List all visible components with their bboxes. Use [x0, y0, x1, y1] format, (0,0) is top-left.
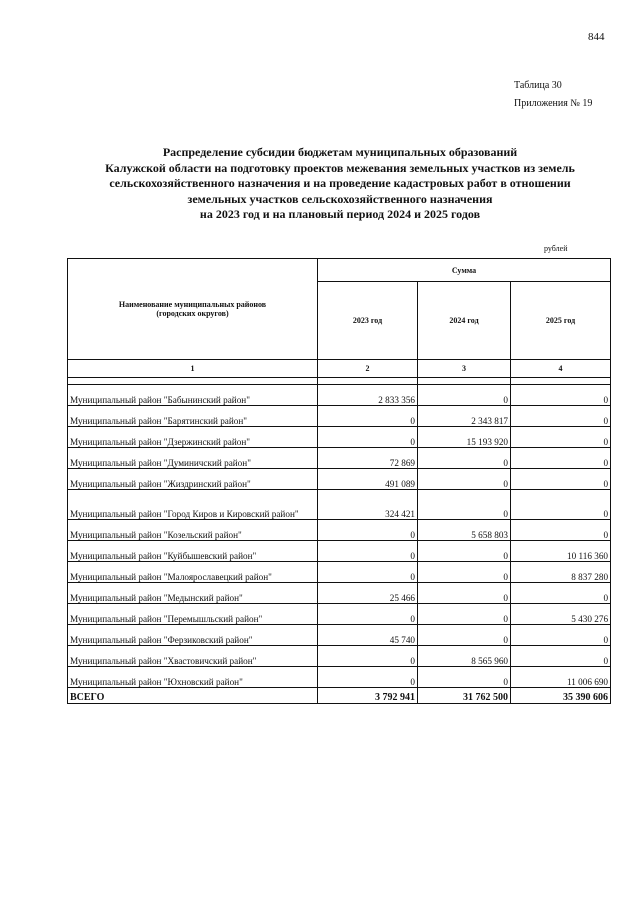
district-name: Муниципальный район "Малоярославецкий район" — [68, 562, 318, 583]
district-name: Муниципальный район "Ферзиковский район" — [68, 625, 318, 646]
subsidy-table — [67, 258, 611, 704]
value-2024: 0 — [418, 562, 511, 583]
value-2025: 10 116 360 — [511, 541, 611, 562]
value-2025: 0 — [511, 625, 611, 646]
table-row — [68, 646, 611, 667]
title-line: Распределение субсидии бюджетам муниципальных образований — [162, 145, 518, 159]
value-2023: 0 — [318, 562, 418, 583]
value-2024: 0 — [418, 469, 511, 490]
value-2024: 8 565 960 — [418, 646, 511, 667]
value-2023: 2 833 356 — [318, 385, 418, 406]
spacer-cell — [318, 378, 418, 385]
district-name: Муниципальный район "Медынский район" — [68, 583, 318, 604]
total-2023: 3 792 941 — [318, 688, 418, 704]
value-2025: 0 — [511, 469, 611, 490]
table-row — [68, 490, 611, 520]
value-2024: 0 — [418, 604, 511, 625]
header-name-line: (городских округов) — [156, 309, 229, 318]
table-row — [68, 562, 611, 583]
value-2024: 0 — [418, 583, 511, 604]
district-name: Муниципальный район "Перемышльский район" — [68, 604, 318, 625]
total-2025: 35 390 606 — [511, 688, 611, 704]
total-label: ВСЕГО — [68, 688, 318, 704]
value-2025: 0 — [511, 427, 611, 448]
district-name: Муниципальный район "Хвастовичский район" — [68, 646, 318, 667]
value-2023: 324 421 — [318, 490, 418, 520]
value-2023: 0 — [318, 667, 418, 688]
document-title — [60, 145, 620, 223]
column-number: 3 — [418, 360, 511, 378]
value-2024: 0 — [418, 541, 511, 562]
table-row — [68, 406, 611, 427]
table-row — [68, 541, 611, 562]
spacer-cell — [68, 378, 318, 385]
district-name: Муниципальный район "Бабынинский район" — [68, 385, 318, 406]
header-year-2023: 2023 год — [318, 282, 418, 360]
value-2025: 0 — [511, 385, 611, 406]
total-row — [68, 688, 611, 704]
value-2023: 0 — [318, 406, 418, 427]
value-2023: 491 089 — [318, 469, 418, 490]
district-name: Муниципальный район "Юхновский район" — [68, 667, 318, 688]
spacer-cell — [418, 378, 511, 385]
value-2024: 0 — [418, 448, 511, 469]
value-2023: 45 740 — [318, 625, 418, 646]
table-row — [68, 520, 611, 541]
value-2023: 0 — [318, 541, 418, 562]
value-2023: 0 — [318, 520, 418, 541]
column-number: 1 — [68, 360, 318, 378]
table-row — [68, 625, 611, 646]
value-2024: 15 193 920 — [418, 427, 511, 448]
value-2024: 0 — [418, 490, 511, 520]
value-2023: 25 466 — [318, 583, 418, 604]
page-number: 844 — [588, 31, 605, 43]
header-name-line: Наименование муниципальных районов — [118, 300, 267, 309]
value-2025: 11 006 690 — [511, 667, 611, 688]
annex-reference: Приложения № 19 — [514, 98, 593, 109]
table-row — [68, 427, 611, 448]
value-2025: 0 — [511, 406, 611, 427]
title-line: сельскохозяйственного назначения и на проведение кадастровых работ в отношении — [109, 176, 571, 190]
value-2025: 0 — [511, 490, 611, 520]
district-name: Муниципальный район "Думиничский район" — [68, 448, 318, 469]
value-2023: 0 — [318, 646, 418, 667]
district-name: Муниципальный район "Жиздринский район" — [68, 469, 318, 490]
district-name: Муниципальный район "Барятинский район" — [68, 406, 318, 427]
table-reference: Таблица 30 — [514, 80, 562, 91]
district-name: Муниципальный район "Куйбышевский район" — [68, 541, 318, 562]
district-name: Муниципальный район "Дзержинский район" — [68, 427, 318, 448]
table-row — [68, 604, 611, 625]
value-2025: 0 — [511, 583, 611, 604]
header-year-2025: 2025 год — [511, 282, 611, 360]
header-year-2024: 2024 год — [418, 282, 511, 360]
units-label: рублей — [544, 244, 568, 253]
value-2023: 0 — [318, 604, 418, 625]
column-number: 2 — [318, 360, 418, 378]
district-name: Муниципальный район "Город Киров и Кировский район" — [68, 490, 318, 520]
value-2025: 0 — [511, 520, 611, 541]
value-2024: 0 — [418, 625, 511, 646]
table-row — [68, 667, 611, 688]
column-number: 4 — [511, 360, 611, 378]
value-2025: 0 — [511, 448, 611, 469]
district-name: Муниципальный район "Козельский район" — [68, 520, 318, 541]
header-sum: Сумма — [318, 259, 611, 282]
table-row — [68, 469, 611, 490]
value-2024: 0 — [418, 667, 511, 688]
title-line: на 2023 год и на плановый период 2024 и 2025 годов — [199, 207, 481, 221]
value-2024: 2 343 817 — [418, 406, 511, 427]
table-row — [68, 448, 611, 469]
value-2025: 0 — [511, 646, 611, 667]
title-line: земельных участков сельскохозяйственного назначения — [187, 191, 493, 206]
total-2024: 31 762 500 — [418, 688, 511, 704]
value-2024: 5 658 803 — [418, 520, 511, 541]
value-2023: 72 869 — [318, 448, 418, 469]
value-2023: 0 — [318, 427, 418, 448]
header-district-name — [68, 259, 318, 360]
spacer-cell — [511, 378, 611, 385]
value-2025: 5 430 276 — [511, 604, 611, 625]
table-row — [68, 385, 611, 406]
title-line: Калужской области на подготовку проектов межевания земельных участков из земель — [105, 160, 575, 175]
value-2024: 0 — [418, 385, 511, 406]
value-2025: 8 837 280 — [511, 562, 611, 583]
table-row — [68, 583, 611, 604]
